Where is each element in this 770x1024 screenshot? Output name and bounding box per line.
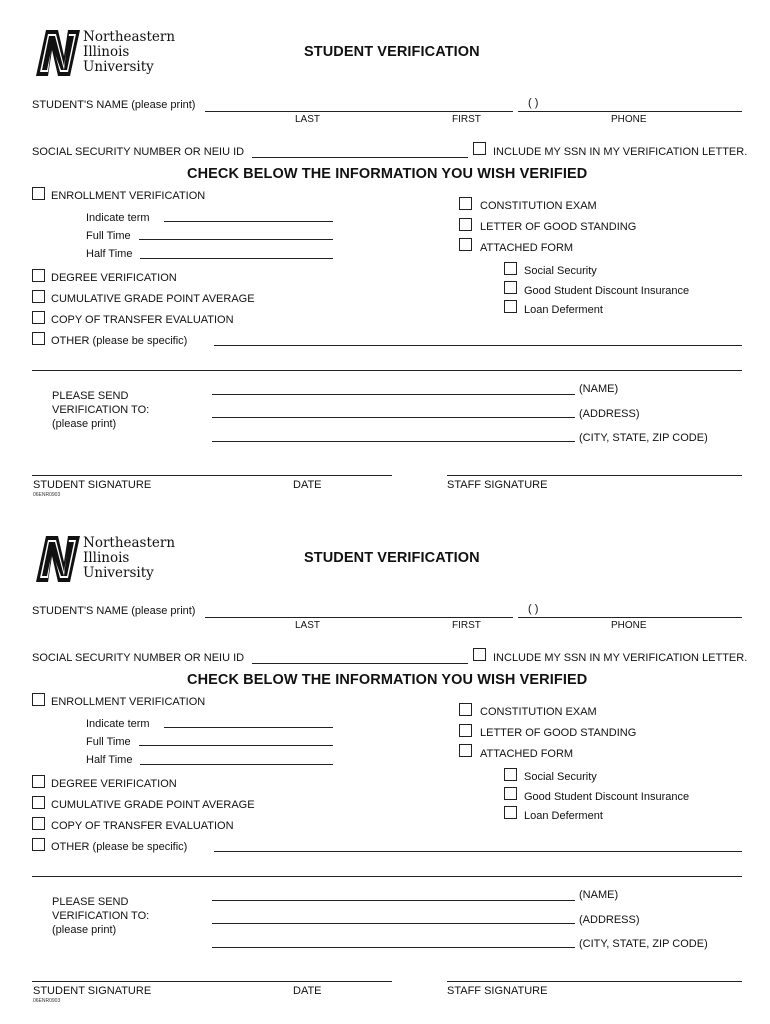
form-code: 06ENR0903 — [33, 998, 61, 1004]
transfer-label: COPY OF TRANSFER EVALUATION — [51, 820, 234, 832]
city-caption: (CITY, STATE, ZIP CODE) — [579, 938, 708, 950]
university-logo — [34, 532, 82, 589]
constitution-checkbox[interactable] — [459, 197, 472, 210]
degree-checkbox[interactable] — [32, 775, 45, 788]
indicate-term-label: Indicate term — [86, 212, 150, 224]
send-to-label-2: VERIFICATION TO: — [52, 910, 150, 922]
university-name-line2: Illinois — [83, 44, 130, 60]
social-security-label: Social Security — [524, 265, 597, 277]
transfer-checkbox[interactable] — [32, 311, 45, 324]
other-field-line2[interactable] — [32, 876, 742, 877]
send-to-label-2: VERIFICATION TO: — [52, 404, 150, 416]
first-sublabel: FIRST — [452, 114, 481, 125]
good-student-label: Good Student Discount Insurance — [524, 285, 690, 297]
form-title: STUDENT VERIFICATION — [304, 44, 480, 60]
phone-field[interactable] — [518, 111, 742, 112]
date-label: DATE — [293, 985, 322, 997]
form-title: STUDENT VERIFICATION — [304, 550, 480, 566]
degree-checkbox[interactable] — [32, 269, 45, 282]
degree-label: DEGREE VERIFICATION — [51, 272, 177, 284]
student-name-label: STUDENT'S NAME (please print) — [32, 99, 196, 111]
verification-form-bottom — [0, 506, 770, 1012]
check-heading: CHECK BELOW THE INFORMATION YOU WISH VERIFIED — [187, 672, 588, 688]
recipient-name-field[interactable] — [212, 394, 575, 395]
phone-field[interactable] — [518, 617, 742, 618]
enrollment-checkbox[interactable] — [32, 187, 45, 200]
loan-deferment-label: Loan Deferment — [524, 304, 603, 316]
good-standing-checkbox[interactable] — [459, 218, 472, 231]
include-ssn-checkbox[interactable] — [473, 648, 486, 661]
enrollment-checkbox[interactable] — [32, 693, 45, 706]
first-sublabel: FIRST — [452, 620, 481, 631]
university-name-line2: Illinois — [83, 550, 130, 566]
good-standing-checkbox[interactable] — [459, 724, 472, 737]
send-to-label-1: PLEASE SEND — [52, 896, 129, 908]
address-caption: (ADDRESS) — [579, 408, 640, 420]
constitution-label: CONSTITUTION EXAM — [480, 200, 597, 212]
good-student-checkbox[interactable] — [504, 281, 517, 294]
name-caption: (NAME) — [579, 889, 619, 901]
university-name-line3: University — [83, 59, 154, 75]
recipient-address-field[interactable] — [212, 417, 575, 418]
staff-signature-label: STAFF SIGNATURE — [447, 985, 548, 997]
neiu-n-logo-icon — [34, 26, 82, 78]
address-caption: (ADDRESS) — [579, 914, 640, 926]
phone-sublabel: PHONE — [611, 114, 647, 125]
social-security-label: Social Security — [524, 771, 597, 783]
gpa-checkbox[interactable] — [32, 796, 45, 809]
other-checkbox[interactable] — [32, 332, 45, 345]
enrollment-label: ENROLLMENT VERIFICATION — [51, 190, 206, 202]
gpa-checkbox[interactable] — [32, 290, 45, 303]
phone-parens: ( ) — [528, 97, 539, 109]
indicate-term-label: Indicate term — [86, 718, 150, 730]
include-ssn-label: INCLUDE MY SSN IN MY VERIFICATION LETTER. — [493, 652, 748, 664]
phone-parens: ( ) — [528, 603, 539, 615]
social-security-checkbox[interactable] — [504, 262, 517, 275]
send-to-label-1: PLEASE SEND — [52, 390, 129, 402]
university-name-line3: University — [83, 565, 154, 581]
other-checkbox[interactable] — [32, 838, 45, 851]
loan-deferment-label: Loan Deferment — [524, 810, 603, 822]
good-standing-label: LETTER OF GOOD STANDING — [480, 221, 637, 233]
half-time-field[interactable] — [140, 764, 333, 765]
full-time-label: Full Time — [86, 736, 131, 748]
university-name-line1: Northeastern — [83, 29, 176, 45]
neiu-n-logo-icon — [34, 532, 82, 584]
student-signature-field[interactable] — [32, 981, 392, 982]
attached-form-checkbox[interactable] — [459, 238, 472, 251]
good-standing-label: LETTER OF GOOD STANDING — [480, 727, 637, 739]
date-label: DATE — [293, 479, 322, 491]
social-security-checkbox[interactable] — [504, 768, 517, 781]
last-sublabel: LAST — [295, 114, 321, 125]
attached-form-label: ATTACHED FORM — [480, 242, 574, 254]
staff-signature-field[interactable] — [447, 475, 742, 476]
recipient-city-field[interactable] — [212, 947, 575, 948]
staff-signature-label: STAFF SIGNATURE — [447, 479, 548, 491]
university-logo — [34, 26, 82, 83]
good-student-label: Good Student Discount Insurance — [524, 791, 690, 803]
student-signature-field[interactable] — [32, 475, 392, 476]
gpa-label: CUMULATIVE GRADE POINT AVERAGE — [51, 293, 255, 305]
send-to-label-3: (please print) — [52, 418, 117, 430]
half-time-label: Half Time — [86, 248, 133, 260]
recipient-address-field[interactable] — [212, 923, 575, 924]
student-signature-label: STUDENT SIGNATURE — [33, 985, 152, 997]
form-code: 06ENR0903 — [33, 492, 61, 498]
transfer-checkbox[interactable] — [32, 817, 45, 830]
other-label: OTHER (please be specific) — [51, 841, 188, 853]
gpa-label: CUMULATIVE GRADE POINT AVERAGE — [51, 799, 255, 811]
recipient-name-field[interactable] — [212, 900, 575, 901]
name-caption: (NAME) — [579, 383, 619, 395]
enrollment-label: ENROLLMENT VERIFICATION — [51, 696, 206, 708]
check-heading: CHECK BELOW THE INFORMATION YOU WISH VERIFIED — [187, 166, 588, 182]
verification-form-top — [0, 0, 770, 506]
full-time-field[interactable] — [139, 745, 333, 746]
half-time-label: Half Time — [86, 754, 133, 766]
attached-form-checkbox[interactable] — [459, 744, 472, 757]
student-name-field[interactable] — [205, 617, 513, 618]
student-name-field[interactable] — [205, 111, 513, 112]
student-signature-label: STUDENT SIGNATURE — [33, 479, 152, 491]
attached-form-label: ATTACHED FORM — [480, 748, 574, 760]
city-caption: (CITY, STATE, ZIP CODE) — [579, 432, 708, 444]
indicate-term-field[interactable] — [164, 221, 333, 222]
constitution-checkbox[interactable] — [459, 703, 472, 716]
full-time-label: Full Time — [86, 230, 131, 242]
transfer-label: COPY OF TRANSFER EVALUATION — [51, 314, 234, 326]
ssn-label: SOCIAL SECURITY NUMBER OR NEIU ID — [32, 652, 245, 664]
include-ssn-label: INCLUDE MY SSN IN MY VERIFICATION LETTER. — [493, 146, 748, 158]
half-time-field[interactable] — [140, 258, 333, 259]
ssn-field[interactable] — [252, 157, 468, 158]
ssn-label: SOCIAL SECURITY NUMBER OR NEIU ID — [32, 146, 245, 158]
other-label: OTHER (please be specific) — [51, 335, 188, 347]
degree-label: DEGREE VERIFICATION — [51, 778, 177, 790]
ssn-field[interactable] — [252, 663, 468, 664]
loan-deferment-checkbox[interactable] — [504, 806, 517, 819]
university-name-line1: Northeastern — [83, 535, 176, 551]
student-name-label: STUDENT'S NAME (please print) — [32, 605, 196, 617]
recipient-city-field[interactable] — [212, 441, 575, 442]
phone-sublabel: PHONE — [611, 620, 647, 631]
staff-signature-field[interactable] — [447, 981, 742, 982]
indicate-term-field[interactable] — [164, 727, 333, 728]
full-time-field[interactable] — [139, 239, 333, 240]
other-field-line2[interactable] — [32, 370, 742, 371]
last-sublabel: LAST — [295, 620, 321, 631]
include-ssn-checkbox[interactable] — [473, 142, 486, 155]
other-field[interactable] — [214, 851, 742, 852]
good-student-checkbox[interactable] — [504, 787, 517, 800]
send-to-label-3: (please print) — [52, 924, 117, 936]
constitution-label: CONSTITUTION EXAM — [480, 706, 597, 718]
loan-deferment-checkbox[interactable] — [504, 300, 517, 313]
other-field[interactable] — [214, 345, 742, 346]
